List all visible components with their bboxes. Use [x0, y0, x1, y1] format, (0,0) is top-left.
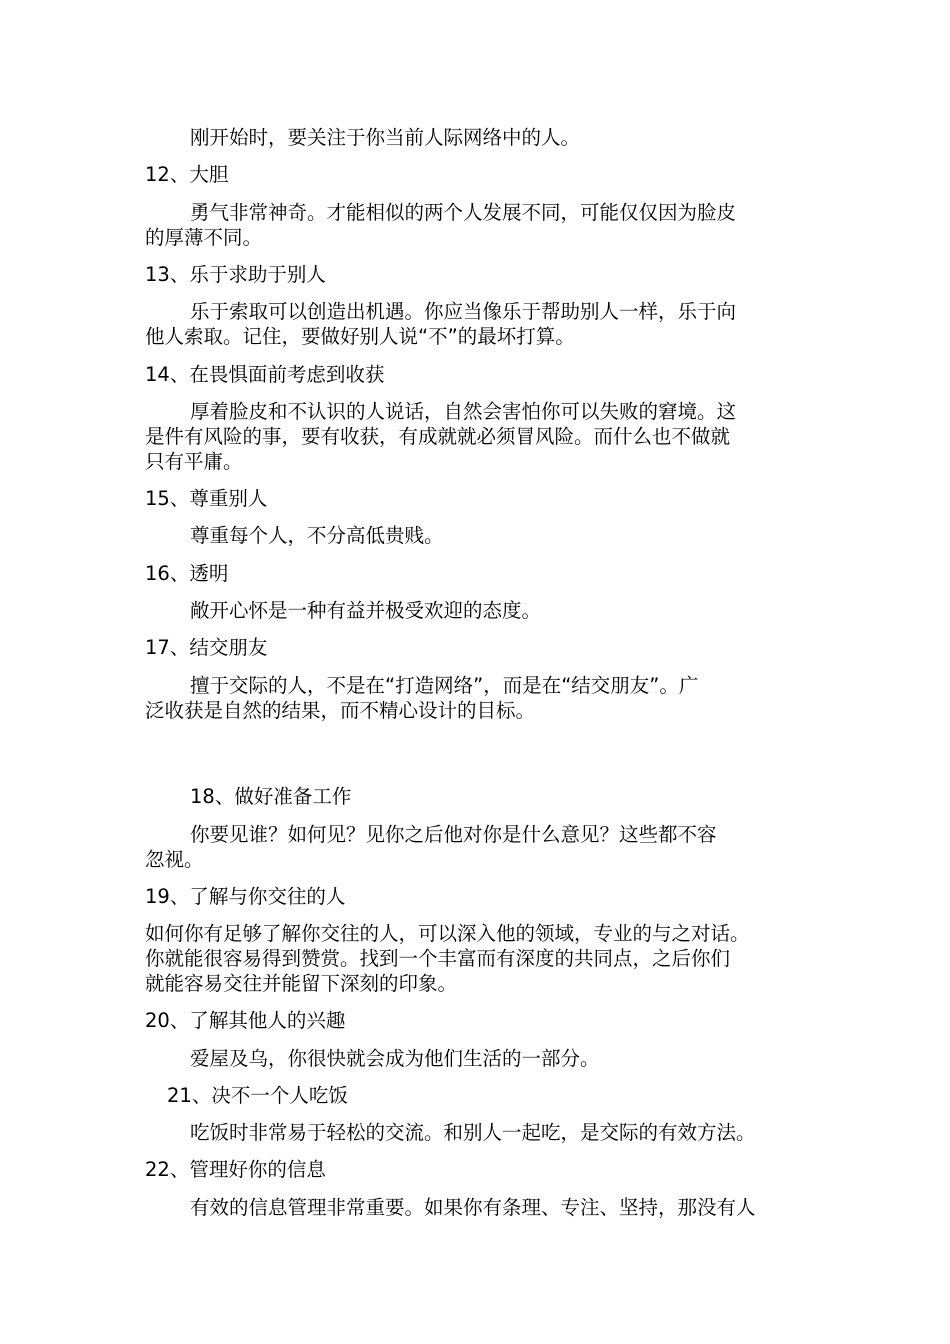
- paragraph-line: 忽视。: [145, 848, 204, 871]
- section-heading: 22、管理好你的信息: [145, 1158, 326, 1181]
- section-heading: 18、做好准备工作: [190, 785, 352, 808]
- section-heading: 19、了解与你交往的人: [145, 885, 346, 908]
- paragraph-line: 乐于索取可以创造出机遇。你应当像乐于帮助别人一样，乐于向: [190, 300, 737, 323]
- paragraph-line: 爱屋及乌，你很快就会成为他们生活的一部分。: [190, 1047, 600, 1070]
- paragraph-line: 的厚薄不同。: [145, 226, 263, 249]
- paragraph-line: 勇气非常神奇。才能相似的两个人发展不同，可能仅仅因为脸皮: [190, 201, 737, 224]
- paragraph-line: 敞开心怀是一种有益并极受欢迎的态度。: [190, 599, 542, 622]
- paragraph-line: 泛收获是自然的结果，而不精心设计的目标。: [145, 699, 536, 722]
- paragraph-line: 只有平庸。: [145, 450, 243, 473]
- paragraph-line: 吃饭时非常易于轻松的交流。和别人一起吃，是交际的有效方法。: [190, 1121, 756, 1144]
- paragraph-line: 擅于交际的人，不是在“打造网络”，而是在“结交朋友”。广: [190, 674, 699, 697]
- paragraph-line: 尊重每个人，不分高低贵贱。: [190, 524, 444, 547]
- section-heading: 15、尊重别人: [145, 487, 268, 510]
- section-heading: 13、乐于求助于别人: [145, 263, 326, 286]
- section-heading: 14、在畏惧面前考虑到收获: [145, 363, 385, 386]
- section-heading: 17、结交朋友: [145, 636, 268, 659]
- section-heading: 20、了解其他人的兴趣: [145, 1009, 346, 1032]
- paragraph-line: 有效的信息管理非常重要。如果你有条理、专注、坚持，那没有人: [190, 1196, 756, 1219]
- paragraph-line: 你就能很容易得到赞赏。找到一个丰富而有深度的共同点，之后你们: [145, 947, 731, 970]
- paragraph-line: 如何你有足够了解你交往的人，可以深入他的领域，专业的与之对话。: [145, 922, 750, 945]
- paragraph-line: 你要见谁？如何见？见你之后他对你是什么意见？这些都不容: [190, 823, 717, 846]
- paragraph-line: 是件有风险的事，要有收获，有成就就必须冒风险。而什么也不做就: [145, 425, 731, 448]
- paragraph-line: 他人索取。记住，要做好别人说“不”的最坏打算。: [145, 325, 575, 348]
- section-heading: 12、大胆: [145, 163, 229, 186]
- section-heading: 21、决不一个人吃饭: [167, 1084, 348, 1107]
- paragraph-line: 刚开始时，要关注于你当前人际网络中的人。: [190, 126, 581, 149]
- paragraph-line: 厚着脸皮和不认识的人说话，自然会害怕你可以失败的窘境。这: [190, 400, 737, 423]
- paragraph-line: 就能容易交往并能留下深刻的印象。: [145, 972, 458, 995]
- section-heading: 16、透明: [145, 562, 229, 585]
